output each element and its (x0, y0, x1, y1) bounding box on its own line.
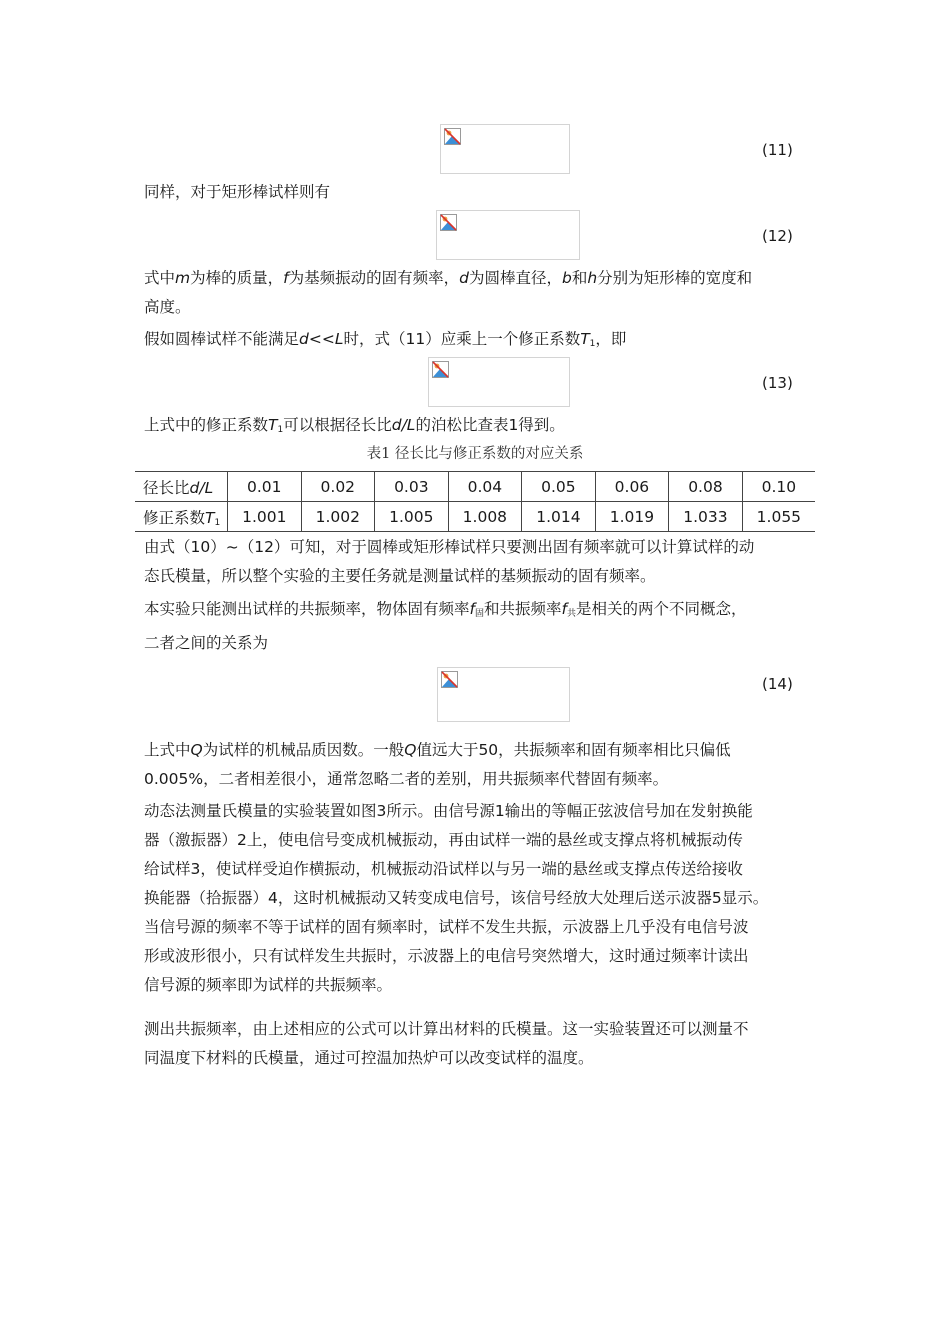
equation-number-14: (14) (762, 675, 793, 693)
paragraph-conclusion: 测出共振频率，由上述相应的公式可以计算出材料的氏模量。这一实验装置还可以测量不 同温度下材料的氏模量，通过可控温加热炉可以改变试样的温度。 (144, 1020, 749, 1067)
table-cell: 0.08 (669, 472, 743, 502)
table-cell: 1.001 (228, 502, 302, 532)
equation-image-14 (437, 667, 570, 722)
table-cell: 0.04 (448, 472, 522, 502)
row-label-ratio: 径长比d/L (135, 472, 228, 502)
table-row (135, 472, 815, 502)
broken-image-icon (432, 361, 449, 378)
table-cell: 0.03 (375, 472, 449, 502)
equation-number-12: (12) (762, 227, 793, 245)
table-cell: 0.02 (301, 472, 375, 502)
paragraph-apparatus: 动态法测量氏模量的实验装置如图3所示。由信号源1输出的等幅正弦波信号加在发射换能 器（激振器）2上，使电信号变成机械振动，再由试样一端的悬丝或支撑点将机械振动传 给试样3，使试样受迫作横振动，机械振动沿试样以与另一端的悬丝或支撑点传送给接收 换能器（拾振器）4，这时机械振动又转变成电信号，该信号经放大处理后送示波器5显示。 当信号源的频率不等于试样的固有频率时，试样不发生共振，示波器上几乎没有电信号波 形或波形很小，只有试样发生共振时，示波器上的电信号突然增大，这时通过频率计读出 信号源的频率即为试样的共振频率。 (144, 802, 769, 994)
table-caption: 表1 径长比与修正系数的对应关系 (366, 446, 584, 462)
correction-coefficient-table (135, 471, 815, 532)
table-cell: 1.014 (522, 502, 596, 532)
table-cell: 1.019 (595, 502, 669, 532)
paragraph-quality-factor: 上式中Q为试样的机械品质因数。一般Q值远大于50，共振频率和固有频率相比只偏低 0.005%，二者相差很小，通常忽略二者的差别，用共振频率代替固有频率。 (144, 741, 731, 788)
paragraph-rect-intro: 同样，对于矩形棒试样则有 (144, 183, 331, 201)
table-cell: 0.06 (595, 472, 669, 502)
equation-number-13: (13) (762, 374, 793, 392)
broken-image-icon (444, 128, 461, 145)
table-row (135, 502, 815, 532)
broken-image-icon (440, 214, 457, 231)
paragraph-correction: 假如圆棒试样不能满足d<<L时，式（11）应乘上一个修正系数$T_1$，即 (144, 330, 627, 349)
table-cell: 0.05 (522, 472, 596, 502)
row-label-coefficient: 修正系数$T_1$ (135, 502, 228, 532)
paragraph-main-task: 由式（10）~（12）可知，对于圆棒或矩形棒试样只要测出固有频率就可以计算试样的动 态氏模量，所以整个实验的主要任务就是测量试样的基频振动的固有频率。 (144, 538, 755, 585)
table-cell: 0.10 (742, 472, 815, 502)
table-cell: 1.005 (375, 502, 449, 532)
equation-number-11: (11) (762, 141, 793, 159)
table-cell: 1.008 (448, 502, 522, 532)
table-cell: 1.055 (742, 502, 815, 532)
paragraph-variables: 式中m为棒的质量，f为基频振动的固有频率，d为圆棒直径，b和h分别为矩形棒的宽度和 高度。 (144, 269, 753, 316)
table-cell: 0.01 (228, 472, 302, 502)
equation-image-12 (436, 210, 580, 260)
equation-image-11 (440, 124, 570, 174)
table-cell: 1.002 (301, 502, 375, 532)
table-cell: 1.033 (669, 502, 743, 532)
paragraph-table-reference: 上式中的修正系数$T_1$可以根据径长比d/L的泊松比查表1得到。 (144, 416, 565, 435)
equation-image-13 (428, 357, 570, 407)
paragraph-resonance: 本实验只能测出试样的共振频率，物体固有频率$f_固$和共振频率$f_共$是相关的两个不同概念， 二者之间的关系为 (144, 600, 747, 652)
broken-image-icon (441, 671, 458, 688)
